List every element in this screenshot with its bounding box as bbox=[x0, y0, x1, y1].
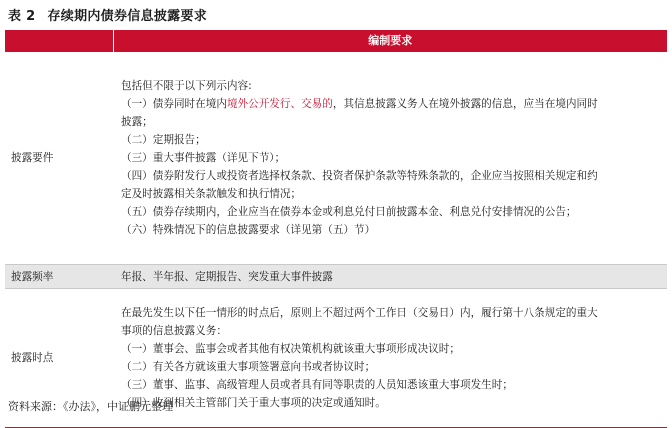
table-title bbox=[8, 5, 207, 24]
content-line: （三）董事、监事、高级管理人员或者具有同等职责的人员知悉该重大事项发生时； bbox=[121, 379, 513, 391]
content-line: （一）董事会、监事会或者其他有权决策机构就该重大事项形成决议时； bbox=[121, 343, 460, 355]
table-row bbox=[5, 265, 667, 289]
content-line: （二）有关各方就该重大事项签署意向书或者协议时； bbox=[121, 361, 376, 373]
highlighted-text: 境外公开发行、交易的 bbox=[226, 98, 333, 110]
content-line: 在最先发生以下任一情形的时点后，原则上不超过两个工作日（交易日）内，履行第十八条规定的重大 bbox=[121, 307, 598, 319]
row-content bbox=[113, 289, 667, 428]
content-line: （二）定期报告； bbox=[121, 134, 206, 146]
content-line: （六）特殊情况下的信息披露要求（详见第（五）节） bbox=[121, 224, 376, 236]
content-line: 披露； bbox=[121, 116, 153, 128]
header-cell-label bbox=[5, 30, 113, 52]
table-title-text: 存续期内债券信息披露要求 bbox=[47, 9, 208, 24]
row-label: 披露要件 bbox=[5, 52, 113, 265]
table-row bbox=[5, 52, 667, 265]
row-label: 披露频率 bbox=[5, 265, 113, 289]
row-content bbox=[113, 52, 667, 265]
table-number: 表 2 bbox=[8, 9, 36, 24]
row-content bbox=[113, 265, 667, 289]
disclosure-requirements-table bbox=[5, 30, 667, 428]
header-cell-requirements: 编制要求 bbox=[113, 30, 667, 52]
content-text: ，其信息披露义务人在境外披露的信息，应当在境内同时 bbox=[332, 98, 598, 110]
content-line: （五）债券存续期内，企业应当在债券本金或利息兑付日前披露本金、利息兑付安排情况的公告； bbox=[121, 206, 577, 218]
content-line bbox=[121, 95, 659, 113]
row-label: 披露时点 bbox=[5, 289, 113, 428]
content-line: （四）收到相关主管部门关于重大事项的决定或通知时。 bbox=[121, 397, 386, 409]
table-header-row bbox=[5, 30, 667, 52]
content-text: （一）债券同时在境内 bbox=[121, 98, 227, 110]
content-line: （三）重大事件披露（详见下节）； bbox=[121, 152, 286, 164]
content-line: 包括但不限于以下列示内容: bbox=[121, 80, 252, 92]
content-line: 事项的信息披露义务： bbox=[121, 325, 227, 337]
content-line: （四）债券附发行人或投资者选择权条款、投资者保护条款等特殊条款的，企业应当按照相关规定和约 bbox=[121, 170, 598, 182]
content-line: 定及时披露相关条款触发和执行情况； bbox=[121, 188, 302, 200]
source-note: 资料来源：《办法》，中证鹏元整理 bbox=[8, 400, 173, 413]
content-line: 年报、半年报、定期报告、突发重大事件披露 bbox=[121, 270, 333, 283]
